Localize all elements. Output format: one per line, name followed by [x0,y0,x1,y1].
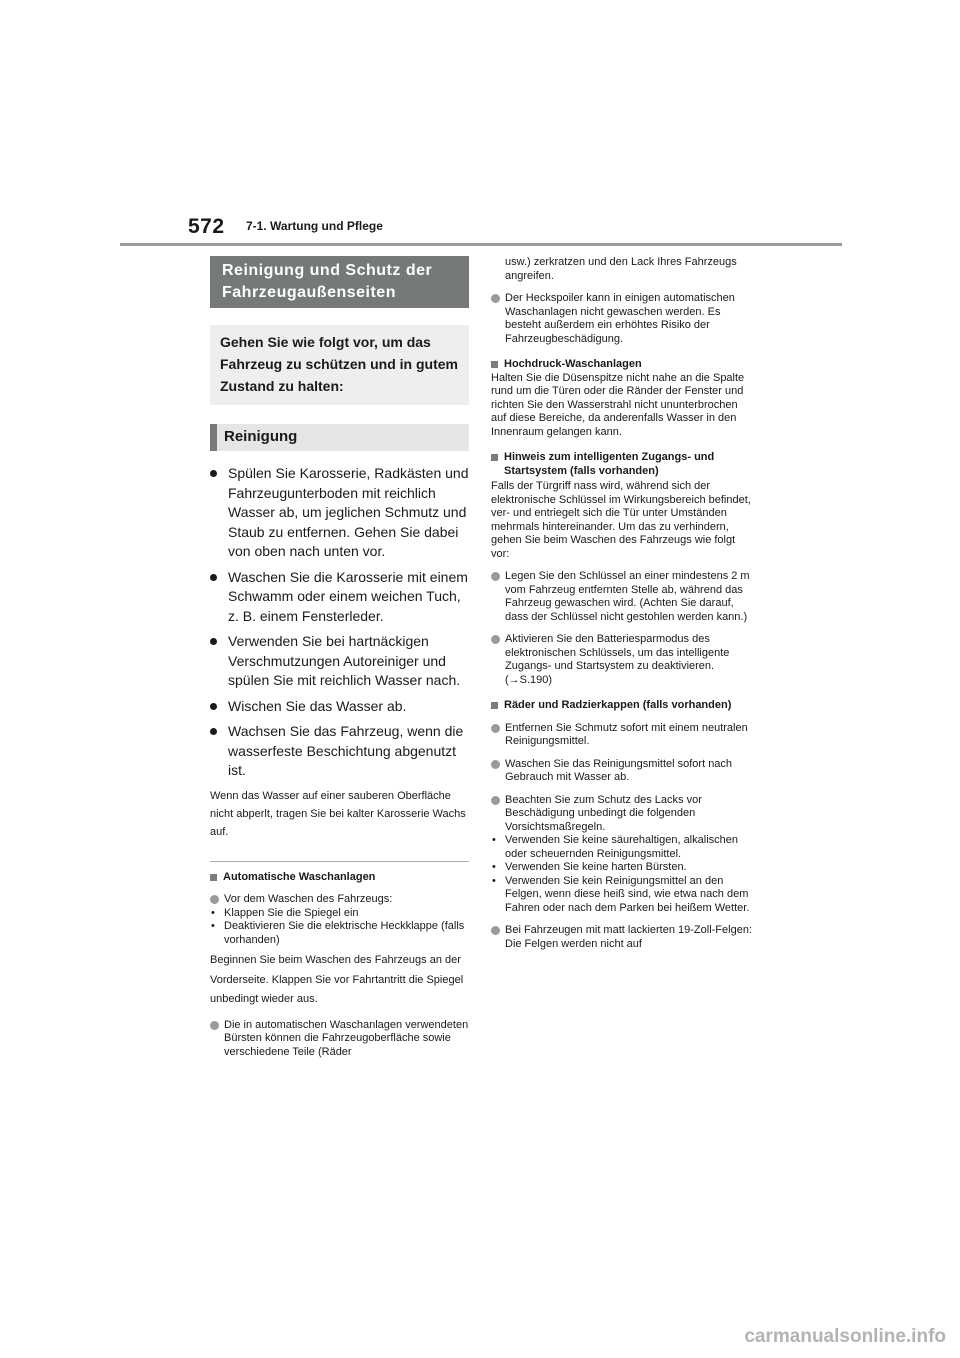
list-item: • Deaktivieren Sie die elektrische Heckklappe (falls vorhanden) [210,920,469,947]
right-column [491,256,753,951]
list-item: • Verwenden Sie kein Reinigungsmittel an den Felgen, wenn diese heiß sind, wie etwa nach dem Fahren oder nach dem Parken bei heißem Wetter. [491,875,753,916]
list-item: Die in automatischen Waschanlagen verwendeten Bürsten können die Fahrzeugoberfläche sowie verschiedene Teile (Räder [210,1019,469,1060]
wheels-heading: Räder und Radzierkappen (falls vorhanden) [491,699,753,713]
auto-wash-sublist [210,907,469,948]
smart-key-heading: Hinweis zum intelligenten Zugangs- und Startsystem (falls vorhanden) [491,451,753,478]
smart-key-text: Falls der Türgriff nass wird, während sich der elektronische Schlüssel im Wirkungsbereich befindet, ver- und entriegelt sich die Tür unter Umständen mehrmals hintereinander. Um das zu verhindern, gehen Sie beim Waschen des Fahrzeugs wie folgt vor: [491,480,751,560]
square-bullet-icon [210,874,217,881]
circle-bullet-icon [491,760,500,769]
square-bullet-icon [491,702,498,709]
left-column [210,256,469,1059]
divider [210,861,469,862]
high-pressure-heading: Hochdruck-Waschanlagen [491,358,753,372]
chapter-title: 7-1. Wartung und Pflege [246,219,383,233]
list-item: Beachten Sie zum Schutz des Lacks vor Beschädigung unbedingt die folgenden Vorsichtsmaßregeln. [491,794,753,835]
subsection-title: Reinigung [210,424,469,451]
list-item: Waschen Sie die Karosserie mit einem Schwamm oder einem weichen Tuch, z. B. einem Fensterleder. [210,568,469,627]
intro-box: Gehen Sie wie folgt vor, um das Fahrzeug zu schützen und in gutem Zustand zu halten: [210,325,469,405]
list-item: Vor dem Waschen des Fahrzeugs: [210,893,469,907]
high-pressure-text: Halten Sie die Düsenspitze nicht nahe an die Spalte rund um die Türen oder die Ränder der Fenster und richten Sie den Wasserstrahl nicht ununterbrochen auf diese Bereiche, da anderenfalls Wasser in den Innenraum gelangen kann. [491,371,745,438]
auto-wash-paragraph: Beginnen Sie beim Waschen des Fahrzeugs an der Vorderseite. Klappen Sie vor Fahrtantritt die Spiegel unbedingt wieder aus. [210,954,464,1005]
circle-bullet-icon [491,294,500,303]
bullet-icon [210,638,217,645]
cleaning-steps [210,464,469,781]
list-item: Entfernen Sie Schmutz sofort mit einem neutralen Reinigungsmittel. [491,722,753,749]
circle-bullet-icon [210,895,219,904]
wheels-sublist [491,834,753,915]
continuation-text: usw.) zerkratzen und den Lack Ihres Fahrzeugs angreifen. [505,256,737,282]
square-bullet-icon [491,454,498,461]
list-item: Wachsen Sie das Fahrzeug, wenn die wasserfeste Beschichtung abgenutzt ist. [210,722,469,781]
list-item: • Verwenden Sie keine säurehaltigen, alkalischen oder scheuernden Reinigungsmittel. [491,834,753,861]
list-item: Waschen Sie das Reinigungsmittel sofort nach Gebrauch mit Wasser ab. [491,758,753,785]
bullet-icon [210,703,217,710]
circle-bullet-icon [491,926,500,935]
wax-note: Wenn das Wasser auf einer sauberen Oberfläche nicht abperlt, tragen Sie bei kalter Karosserie Wachs auf. [210,789,466,838]
bullet-icon [210,728,217,735]
bullet-icon [210,574,217,581]
bullet-icon [210,470,217,477]
circle-bullet-icon [491,572,500,581]
list-item: • Verwenden Sie keine harten Bürsten. [491,861,753,875]
auto-wash-heading: Automatische Waschanlagen [210,871,469,885]
circle-bullet-icon [210,1021,219,1030]
list-item: Spülen Sie Karosserie, Radkästen und Fahrzeugunterboden mit reichlich Wasser ab, um jeglichen Schmutz und Staub zu entfernen. Gehen Sie dabei von oben nach unten vor. [210,464,469,562]
list-item: Aktivieren Sie den Batteriesparmodus des elektronischen Schlüssels, um das intelligente Zugangs- und Startsystem zu deaktivieren. (→S.190) [491,633,753,687]
watermark: carmanualsonline.info [744,1326,946,1347]
circle-bullet-icon [491,796,500,805]
page-number: 572 [188,215,225,238]
list-item: Der Heckspoiler kann in einigen automatischen Waschanlagen nicht gewaschen werden. Es besteht außerdem ein erhöhtes Risiko der Fahrzeugbeschädigung. [491,292,753,346]
list-item: Verwenden Sie bei hartnäckigen Verschmutzungen Autoreiniger und spülen Sie mit reichlich Wasser nach. [210,632,469,691]
list-item: Bei Fahrzeugen mit matt lackierten 19-Zoll-Felgen: Die Felgen werden nicht auf [491,924,753,951]
circle-bullet-icon [491,724,500,733]
list-item: Wischen Sie das Wasser ab. [210,697,469,717]
section-title: Reinigung und Schutz der Fahrzeugaußenseiten [210,256,469,308]
header-rule [120,243,842,246]
square-bullet-icon [491,361,498,368]
list-item: • Klappen Sie die Spiegel ein [210,907,469,921]
circle-bullet-icon [491,635,500,644]
list-item: Legen Sie den Schlüssel an einer mindestens 2 m vom Fahrzeug entfernten Stelle ab, während das Fahrzeug gewaschen wird. (Achten Sie darauf, dass der Schlüssel nicht gestohlen werden kann.) [491,570,753,624]
